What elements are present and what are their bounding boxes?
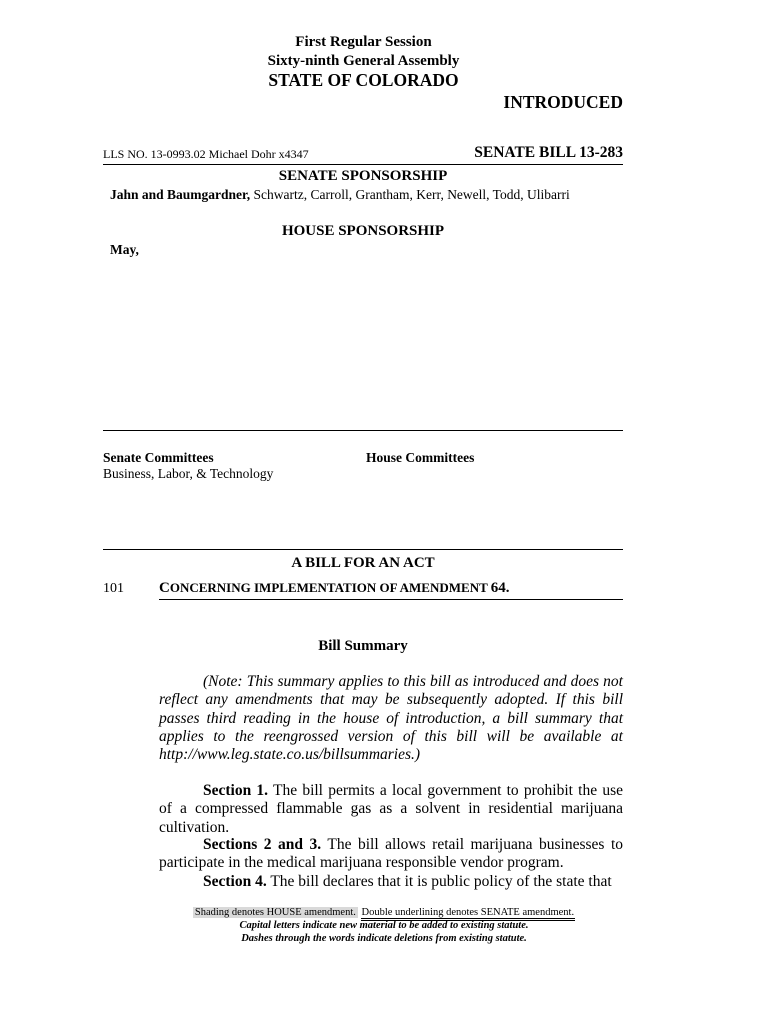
header-divider — [103, 164, 623, 165]
section-label: Section 4. — [203, 873, 267, 890]
amendment-legend — [0, 906, 768, 945]
bill-number: SENATE BILL 13-283 — [474, 144, 623, 161]
committees-divider — [103, 549, 623, 550]
house-committees-title: House Committees — [366, 450, 475, 465]
summary-section-4 — [159, 873, 623, 891]
senate-cosponsors: Schwartz, Carroll, Grantham, Kerr, Newell, Todd, Ulibarri — [253, 187, 570, 202]
section-label: Section 1. — [203, 782, 269, 799]
section-text: The bill allows retail marijuana businesses to participate in the medical marijuana responsible vendor program. — [159, 836, 623, 872]
lls-number: LLS NO. 13-0993.02 Michael Dohr x4347 — [103, 147, 309, 161]
act-title-number: 64. — [490, 580, 510, 596]
state-title: STATE OF COLORADO — [268, 70, 459, 90]
act-title-text: ONCERNING IMPLEMENTATION OF AMENDMENT — [169, 580, 488, 595]
senate-committees-value: Business, Labor, & Technology — [103, 466, 274, 481]
act-heading: A BILL FOR AN ACT — [291, 555, 435, 571]
session-title: First Regular Session — [295, 34, 432, 50]
capital-letters-note: Capital letters indicate new material to be added to existing statute. — [239, 920, 529, 931]
house-amendment-note: Shading denotes HOUSE amendment. — [194, 907, 356, 918]
bill-status: INTRODUCED — [503, 92, 623, 112]
house-lead-sponsor: May, — [110, 242, 139, 257]
act-divider — [159, 599, 623, 600]
bill-summary-title: Bill Summary — [318, 638, 408, 654]
senate-lead-sponsors: Jahn and Baumgardner, — [110, 187, 251, 202]
act-title-initial: C — [159, 580, 170, 596]
senate-amendment-note: Double underlining denotes SENATE amendment. — [361, 907, 576, 921]
line-number: 101 — [103, 581, 124, 596]
section-text: The bill permits a local government to prohibit the use of a compressed flammable gas as a solvent in residential marijuana cultivation. — [159, 782, 623, 836]
legend-line-1 — [0, 906, 768, 919]
assembly-title: Sixty-ninth General Assembly — [267, 53, 460, 69]
summary-section-1 — [159, 782, 623, 837]
summary-section-2-3 — [159, 836, 623, 873]
act-title — [159, 579, 510, 597]
dashes-note: Dashes through the words indicate deletions from existing statute. — [241, 933, 527, 944]
sponsorship-divider — [103, 430, 623, 431]
section-text: The bill declares that it is public policy of the state that — [266, 873, 612, 890]
summary-note: (Note: This summary applies to this bill as introduced and does not reflect any amendments that may be subsequently adopted. If this bill passes third reading in the house of introduction, a bill summary that applies to the reengrossed version of this bill will be available at http://www.leg.state.co.us/billsummaries.) — [159, 673, 623, 764]
senate-sponsors — [110, 186, 570, 204]
senate-sponsorship-title: SENATE SPONSORSHIP — [278, 168, 448, 184]
section-label: Sections 2 and 3. — [203, 836, 322, 853]
house-sponsorship-title: HOUSE SPONSORSHIP — [281, 223, 445, 239]
senate-committees-title: Senate Committees — [103, 450, 214, 465]
